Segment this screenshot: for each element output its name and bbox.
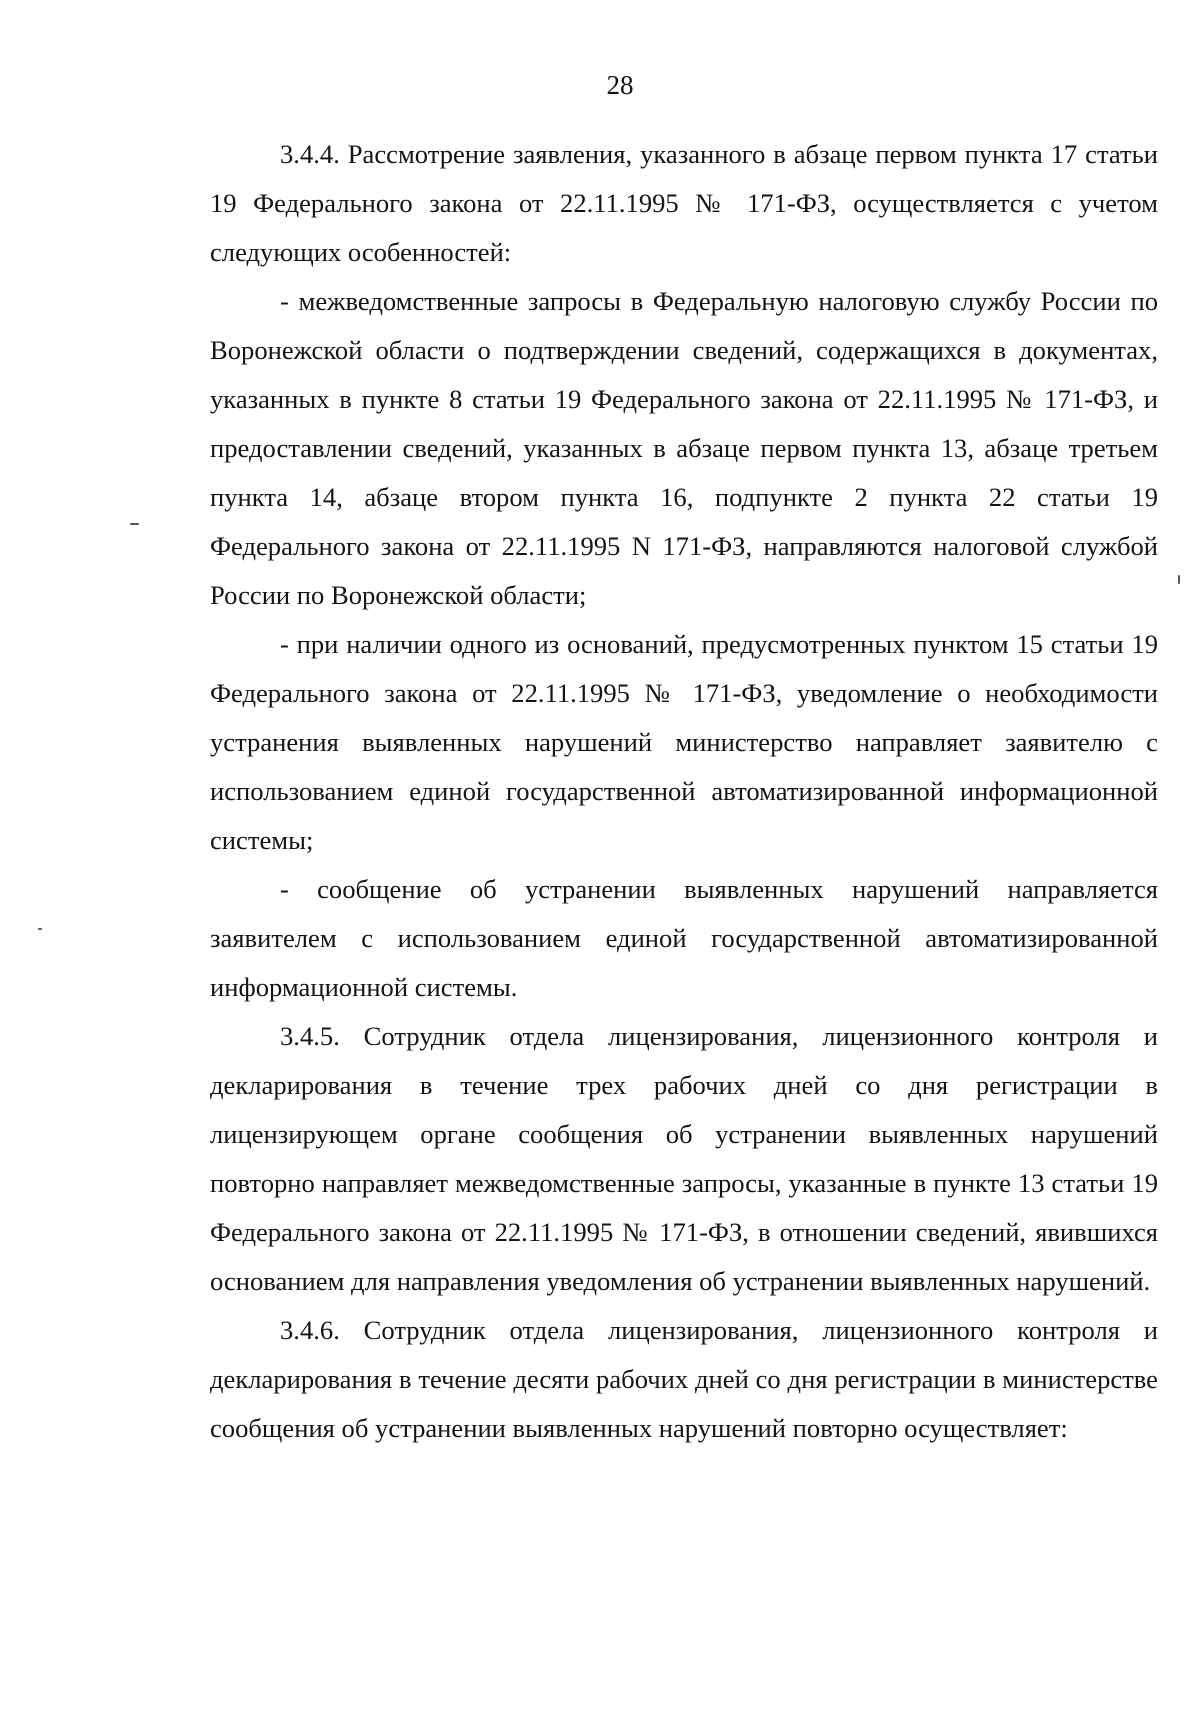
scan-speck: [38, 928, 42, 930]
scan-speck: [130, 523, 139, 525]
scan-speck: [1178, 575, 1180, 584]
document-body: [210, 130, 1158, 1453]
paragraph-elimination-message: - сообщение об устранении выявленных нарушений направляется заявителем с использованием единой государственной автоматизированной информационной системы.: [210, 874, 1158, 1002]
paragraph-3-4-4: 3.4.4. Рассмотрение заявления, указанного в абзаце первом пункта 17 статьи 19 Федерального закона от 22.11.1995 № 171-ФЗ, осуществляется с учетом следующих особенностей:: [210, 139, 1158, 267]
paragraph-interagency-requests: - межведомственные запросы в Федеральную налоговую службу России по Воронежской области о подтверждении сведений, содержащихся в документах, указанных в пункте 8 статьи 19 Федерального закона от 22.11.1995 № 171-ФЗ, и предоставлении сведений, указанных в абзаце первом пункта 13, абзаце третьем пункта 14, абзаце втором пункта 16, подпункте 2 пункта 22 статьи 19 Федерального закона от 22.11.1995 N 171-ФЗ, направляются налоговой службой России по Воронежской области;: [210, 286, 1158, 610]
paragraph-3-4-6: 3.4.6. Сотрудник отдела лицензирования, лицензионного контроля и декларирования в течение десяти рабочих дней со дня регистрации в министерстве сообщения об устранении выявленных нарушений повторно осуществляет:: [210, 1315, 1158, 1443]
paragraph-3-4-5: 3.4.5. Сотрудник отдела лицензирования, лицензионного контроля и декларирования в течение трех рабочих дней со дня регистрации в лицензирующем органе сообщения об устранении выявленных нарушений повторно направляет межведомственные запросы, указанные в пункте 13 статьи 19 Федерального закона от 22.11.1995 № 171-ФЗ, в отношении сведений, явившихся основанием для направления уведомления об устранении выявленных нарушений.: [210, 1021, 1158, 1296]
page-number: 28: [606, 70, 634, 100]
paragraph-violation-notice: - при наличии одного из оснований, предусмотренных пунктом 15 статьи 19 Федерального закона от 22.11.1995 № 171-ФЗ, уведомление о необходимости устранения выявленных нарушений министерство направляет заявителю с использованием единой государственной автоматизированной информационной системы;: [210, 629, 1158, 855]
